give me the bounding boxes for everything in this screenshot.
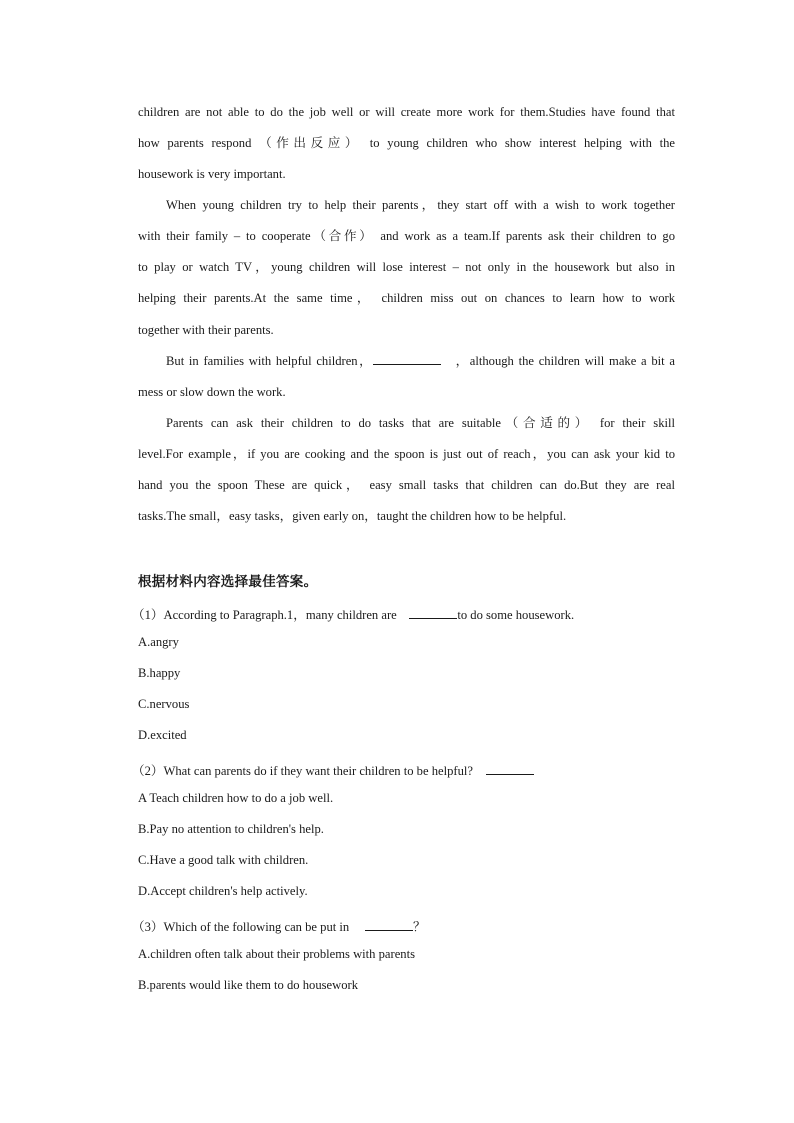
text-line: how parents respond （作出反应） to young children who show interest helping with the bbox=[138, 136, 675, 151]
text-line: ，although the children will make a bit a bbox=[455, 354, 675, 368]
option-d: D.excited bbox=[138, 728, 187, 742]
question-stem: What can parents do if they want their children to be helpful? bbox=[163, 764, 473, 778]
passage-paragraph-4-body bbox=[138, 439, 675, 501]
question-stem: Which of the following can be put in bbox=[163, 920, 350, 934]
option-c: C.Have a good talk with children. bbox=[138, 853, 309, 867]
text-line: tasks.The small，easy tasks，given early on，taught the children how to be helpful. bbox=[138, 509, 567, 523]
answer-blank bbox=[486, 762, 534, 775]
text-line: But in families with helpful children， bbox=[166, 354, 374, 368]
text-line: housework is very important. bbox=[138, 167, 286, 181]
passage-paragraph-2 bbox=[138, 190, 675, 221]
option-a: A.children often talk about their problems with parents bbox=[138, 947, 415, 961]
question-number: （3） bbox=[132, 920, 164, 934]
option-b: B.Pay no attention to children's help. bbox=[138, 822, 324, 836]
passage-paragraph-3-end bbox=[138, 377, 675, 408]
instructions-heading: 根据材料内容选择最佳答案。 bbox=[138, 574, 318, 590]
text-line: with their family – to cooperate（合作） and work as a team.If parents ask their children to go bbox=[138, 229, 675, 243]
passage-paragraph-2-body bbox=[138, 221, 675, 314]
passage-paragraph-4-end bbox=[138, 501, 675, 532]
passage-paragraph-1 bbox=[138, 97, 675, 159]
passage-paragraph-4 bbox=[138, 408, 675, 439]
question-3 bbox=[132, 916, 426, 935]
option-b: B.parents would like them to do housework bbox=[138, 978, 359, 992]
question-1 bbox=[132, 604, 574, 623]
text-line: helping their parents.At the same time， children miss out on chances to learn how to work bbox=[138, 291, 675, 306]
question-stem-end: ？ bbox=[412, 920, 426, 934]
option-b: B.happy bbox=[138, 666, 181, 680]
option-a: A.angry bbox=[138, 635, 179, 649]
text-line: hand you the spoon These are quick， easy small tasks that children can do.But they are real bbox=[138, 478, 675, 493]
question-number: （2） bbox=[132, 764, 164, 778]
answer-blank bbox=[409, 606, 457, 619]
passage-paragraph-2-end bbox=[138, 315, 675, 346]
text-line: mess or slow down the work. bbox=[138, 385, 286, 399]
question-stem-end: to do some housework. bbox=[457, 608, 575, 622]
passage-paragraph-3 bbox=[138, 346, 675, 377]
fill-in-blank bbox=[373, 352, 441, 365]
question-stem: According to Paragraph.1，many children are bbox=[163, 608, 397, 622]
question-2 bbox=[132, 760, 534, 779]
text-line: level.For example，if you are cooking and the spoon is just out of reach，you can ask your kid to bbox=[138, 447, 675, 461]
text-line: children are not able to do the job well or will create more work for them.Studies have found that bbox=[138, 105, 675, 119]
option-c: C.nervous bbox=[138, 697, 190, 711]
question-number: （1） bbox=[132, 608, 164, 622]
option-d: D.Accept children's help actively. bbox=[138, 884, 308, 898]
text-line: to play or watch TV，young children will lose interest – not only in the housework but also in bbox=[138, 260, 675, 275]
text-line: Parents can ask their children to do tasks that are suitable（合适的） for their skill bbox=[166, 416, 675, 430]
text-line: together with their parents. bbox=[138, 323, 274, 337]
answer-blank bbox=[365, 918, 413, 931]
option-a: A Teach children how to do a job well. bbox=[138, 791, 334, 805]
text-line: When young children try to help their parents，they start off with a wish to work together bbox=[166, 198, 675, 212]
passage-paragraph-1-end bbox=[138, 159, 675, 190]
